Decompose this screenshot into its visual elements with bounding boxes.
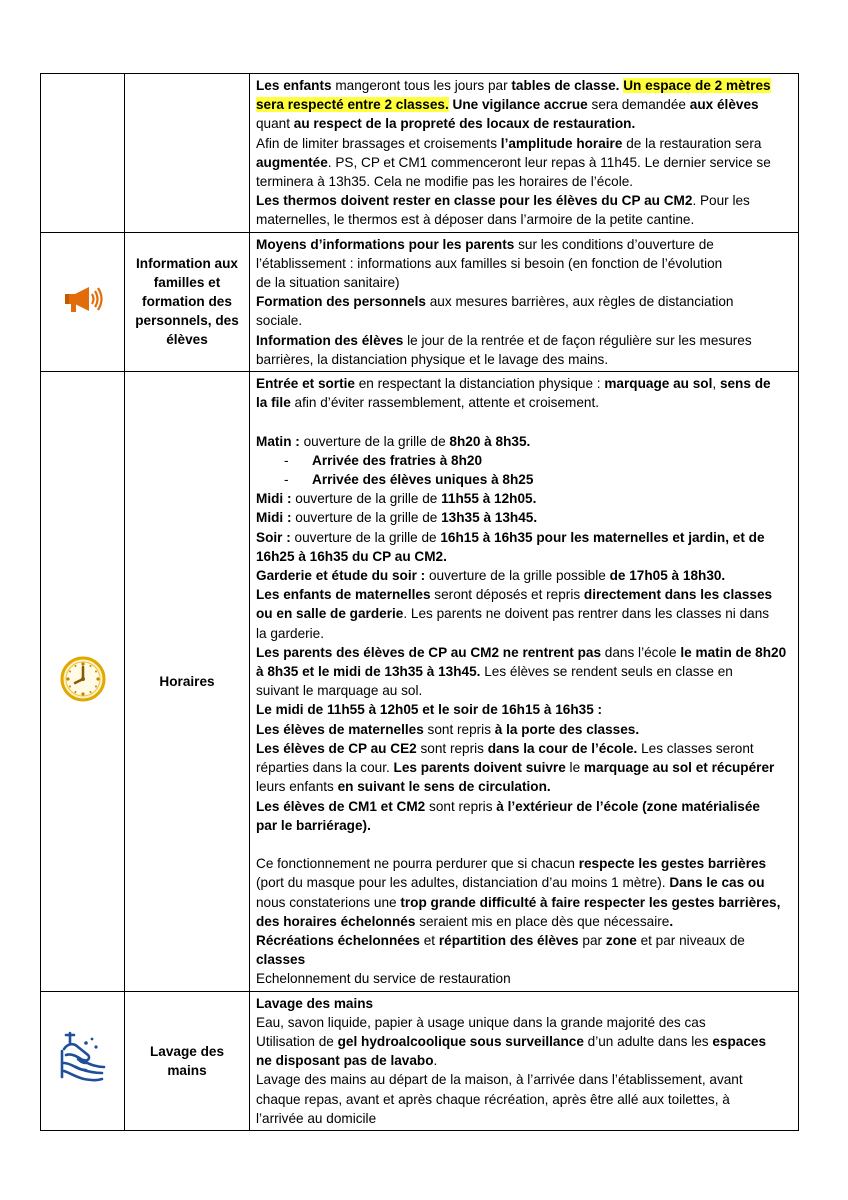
text-line: [256, 311, 794, 330]
text-segment: quant: [256, 116, 294, 132]
text-segment: nous constaterions une: [256, 894, 401, 910]
text-segment: 16h15 à 16h35 pour les maternelles et jardin, et de: [440, 529, 765, 545]
hand-washing-icon: [58, 1029, 108, 1087]
text-segment: seraient mis en place dès que nécessaire: [415, 913, 670, 929]
text-line: [256, 1013, 794, 1032]
megaphone-icon: [61, 282, 105, 316]
text-segment: le: [565, 760, 584, 776]
icon-cell: [41, 232, 125, 371]
text-segment: la garderie.: [256, 625, 325, 641]
text-line: [256, 777, 794, 796]
row-lavage: [41, 991, 799, 1130]
text-segment: espaces: [712, 1033, 767, 1049]
text-line: [256, 662, 794, 681]
text-segment: répartition des élèves: [438, 932, 579, 948]
text-line: [256, 191, 794, 210]
text-segment: Garderie et étude du soir :: [256, 568, 426, 584]
row-restauration: [41, 74, 799, 233]
text-line: [256, 508, 794, 527]
text-segment: Dans le cas ou: [669, 875, 765, 891]
text-line: [256, 912, 794, 931]
text-segment: des horaires échelonnés: [256, 913, 416, 929]
text-segment: et: [419, 932, 439, 948]
content-cell: [250, 74, 799, 233]
text-line: [256, 969, 794, 988]
text-segment: gel hydroalcoolique sous surveillance: [337, 1033, 584, 1049]
text-segment: aux élèves: [689, 97, 759, 113]
text-segment: directement dans les classes: [583, 587, 773, 603]
text-segment: Les élèves de CP au CE2: [256, 740, 417, 756]
text-segment: Midi :: [256, 510, 292, 526]
text-segment: Lavage des mains au départ de la maison, à l’arrivée dans l’établissement, avant: [256, 1072, 743, 1088]
text-line: [256, 412, 794, 431]
text-line: [256, 1109, 794, 1128]
text-segment: la file: [256, 395, 291, 411]
content-text: [250, 372, 798, 990]
text-line: [256, 292, 794, 311]
text-segment: suivant le marquage au sol.: [256, 683, 423, 699]
text-segment: Le midi de 11h55 à 12h05 et le soir de 16h15 à 16h35 :: [256, 702, 603, 718]
text-segment: .: [433, 1053, 438, 1069]
text-segment: de la situation sanitaire): [256, 275, 400, 291]
content-cell: [250, 232, 799, 371]
text-line: [256, 254, 794, 273]
text-line: [256, 172, 794, 191]
text-segment: Les thermos doivent rester en classe pour les élèves du CP au CM2: [256, 193, 693, 209]
text-segment: Utilisation de: [256, 1033, 338, 1049]
text-segment: Information des élèves: [256, 332, 404, 348]
text-segment: sur les conditions d’ouverture de: [514, 236, 714, 252]
text-line: [256, 114, 794, 133]
text-segment: d’un adulte dans les: [583, 1033, 713, 1049]
text-segment: terminera à 13h35. Cela ne modifie pas les horaires de l’école.: [256, 174, 634, 190]
text-segment: Midi :: [256, 491, 292, 507]
clock-icon: [59, 655, 107, 703]
text-segment: ,: [712, 376, 720, 392]
text-segment: Les parents des élèves de CP au CM2 ne rentrent pas: [256, 644, 602, 660]
content-cell: [250, 372, 799, 991]
text-line: [256, 700, 794, 719]
text-segment: Afin de limiter brassages et croisements: [256, 135, 501, 151]
text-segment: dans la cour de l’école.: [487, 740, 638, 756]
text-segment: au respect de la propreté des locaux de restauration.: [293, 116, 636, 132]
text-segment: sens de: [719, 376, 771, 392]
text-segment: Arrivée des élèves uniques à 8h25: [312, 472, 534, 488]
text-segment: mangeront tous les jours par: [331, 78, 512, 93]
text-segment: sont repris: [423, 721, 495, 737]
text-line: [256, 624, 794, 643]
text-segment: ouverture de la grille de: [291, 510, 442, 526]
text-segment: Echelonnement du service de restauration: [256, 971, 511, 987]
text-segment: Eau, savon liquide, papier à usage unique dans la grande majorité des cas: [256, 1014, 706, 1030]
text-line: [256, 950, 794, 969]
text-line: [256, 153, 794, 172]
icon-cell: [41, 991, 125, 1130]
text-segment: ouverture de la grille de: [299, 433, 450, 449]
content-text: [250, 74, 798, 232]
text-segment: marquage au sol et récupérer: [583, 760, 775, 776]
text-segment: ouverture de la grille possible: [425, 568, 610, 584]
text-segment: maternelles, le thermos est à déposer dans l’armoire de la petite cantine.: [256, 212, 695, 228]
text-line: [256, 95, 794, 114]
text-line: [256, 393, 794, 412]
text-segment: 11h55 à 12h05.: [441, 491, 537, 507]
text-segment: Les élèves de CM1 et CM2: [256, 798, 426, 814]
text-segment: par: [578, 932, 606, 948]
text-line: [256, 835, 794, 854]
text-line: [256, 931, 794, 950]
text-segment: Soir :: [256, 529, 291, 545]
text-segment: Les enfants de maternelles: [256, 587, 431, 603]
text-line: [256, 854, 794, 873]
text-segment: .: [669, 913, 674, 929]
text-segment: Les parents doivent suivre: [393, 760, 566, 776]
text-segment: Arrivée des fratries à 8h20: [312, 452, 483, 468]
list-dash: -: [284, 472, 289, 488]
text-segment: ouverture de la grille de: [291, 491, 442, 507]
text-segment: à la porte des classes.: [494, 721, 640, 737]
text-segment: . Pour les: [692, 193, 750, 209]
text-line: [256, 816, 794, 835]
category-label: Horaires: [125, 372, 250, 991]
text-segment: Moyens d’informations pour les parents: [256, 236, 515, 252]
protocol-table: [40, 73, 799, 1131]
text-segment: chaque repas, avant et après chaque récréation, après être allé aux toilettes, à: [256, 1091, 730, 1107]
text-line: [256, 134, 794, 153]
text-line: [256, 273, 794, 292]
text-segment: trop grande difficulté à faire respecter les gestes barrières,: [400, 894, 781, 910]
text-segment: à 8h35 et le midi de 13h35 à 13h45.: [256, 664, 481, 680]
text-line: [256, 1070, 794, 1089]
text-segment: Les classes seront: [637, 740, 754, 756]
text-segment: 8h20 à 8h35.: [449, 433, 531, 449]
text-line: [256, 432, 794, 451]
text-segment: dans l’école: [601, 644, 681, 660]
text-line: [256, 994, 794, 1013]
text-segment: sont repris: [425, 798, 497, 814]
text-segment: Lavage des mains: [256, 995, 374, 1011]
text-line: [256, 470, 794, 489]
list-dash: -: [284, 452, 289, 468]
text-segment: classes: [256, 952, 306, 968]
text-line: [256, 739, 794, 758]
text-segment: aux mesures barrières, aux règles de distanciation: [425, 294, 734, 310]
text-segment: Les enfants: [256, 78, 332, 93]
row-information: [41, 232, 799, 371]
text-line: [256, 451, 794, 470]
text-line: [256, 585, 794, 604]
text-line: [256, 604, 794, 623]
text-line: [256, 235, 794, 254]
text-segment: 13h35 à 13h45.: [441, 510, 538, 526]
icon-cell: [41, 74, 125, 233]
text-segment: barrières, la distanciation physique et le lavage des mains.: [256, 351, 609, 367]
text-line: [256, 758, 794, 777]
text-segment: Ce fonctionnement ne pourra perdurer que si chacun: [256, 856, 579, 872]
text-segment: par le barriérage).: [256, 817, 371, 833]
text-segment: l’arrivée au domicile: [256, 1110, 377, 1126]
text-segment: (port du masque pour les adultes, distanciation d’au moins 1 mètre).: [256, 875, 670, 891]
text-segment: . Les parents ne doivent pas rentrer dans les classes ni dans: [403, 606, 770, 622]
text-segment: . PS, CP et CM1 commenceront leur repas à 11h45. Le dernier service se: [327, 154, 771, 170]
text-segment: afin d’éviter rassemblement, attente et croisement.: [290, 395, 600, 411]
text-line: [256, 1051, 794, 1070]
text-line: [256, 720, 794, 739]
text-segment: Un espace de 2 mètres: [623, 78, 771, 93]
text-line: [256, 1032, 794, 1051]
text-segment: réparties dans la cour.: [256, 760, 394, 776]
text-segment: ouverture de la grille de: [290, 529, 441, 545]
text-segment: Les élèves se rendent seuls en classe en: [480, 664, 733, 680]
text-segment: 16h25 à 16h35 du CP au CM2.: [256, 548, 447, 564]
content-text: [250, 233, 798, 371]
text-segment: le matin de 8h20: [680, 644, 787, 660]
text-segment: Les élèves de maternelles: [256, 721, 424, 737]
text-segment: sociale.: [256, 313, 303, 329]
text-segment: augmentée: [256, 154, 328, 170]
text-segment: l’établissement : informations aux familles si besoin (en fonction de l’évolution: [256, 255, 723, 271]
text-segment: respecte les gestes barrières: [578, 856, 767, 872]
text-segment: sera respecté entre 2 classes.: [256, 97, 449, 113]
text-line: [256, 893, 794, 912]
text-line: [256, 210, 794, 229]
text-line: [256, 350, 794, 369]
text-segment: Entrée et sortie: [256, 376, 355, 392]
text-segment: en suivant le sens de circulation.: [337, 779, 551, 795]
text-line: [256, 566, 794, 585]
text-line: [256, 547, 794, 566]
text-line: [256, 528, 794, 547]
text-segment: Récréations échelonnées: [256, 932, 420, 948]
text-segment: Une vigilance accrue: [452, 97, 588, 113]
text-line: [256, 643, 794, 662]
text-line: [256, 681, 794, 700]
text-segment: sera demandée: [587, 97, 690, 113]
text-line: [256, 873, 794, 892]
text-segment: seront déposés et repris: [430, 587, 584, 603]
content-text: [250, 992, 798, 1130]
content-cell: [250, 991, 799, 1130]
text-segment: et par niveaux de: [636, 932, 745, 948]
text-line: [256, 374, 794, 393]
text-segment: l’amplitude horaire: [500, 135, 623, 151]
text-segment: de 17h05 à 18h30.: [609, 568, 726, 584]
text-segment: le jour de la rentrée et de façon régulière sur les mesures: [403, 332, 752, 348]
text-segment: marquage au sol: [604, 376, 713, 392]
category-label: Lavage des mains: [125, 991, 250, 1130]
text-line: [256, 1090, 794, 1109]
text-segment: zone: [605, 932, 637, 948]
text-segment: tables de classe.: [511, 78, 620, 93]
text-segment: en respectant la distanciation physique :: [354, 376, 605, 392]
text-line: [256, 331, 794, 350]
text-line: [256, 489, 794, 508]
text-segment: ne disposant pas de lavabo: [256, 1053, 434, 1069]
row-horaires: [41, 372, 799, 991]
text-segment: de la restauration sera: [622, 135, 762, 151]
category-label: Information aux familles et formation des personnels, des élèves: [125, 232, 250, 371]
category-cell: [125, 74, 250, 233]
text-line: [256, 76, 794, 95]
text-segment: à l’extérieur de l’école (zone matérialisée: [496, 798, 760, 814]
text-line: [256, 797, 794, 816]
icon-cell: [41, 372, 125, 991]
text-segment: leurs enfants: [256, 779, 338, 795]
text-segment: Formation des personnels: [256, 294, 426, 310]
text-segment: ou en salle de garderie: [256, 606, 404, 622]
text-segment: sont repris: [416, 740, 488, 756]
text-segment: Matin :: [256, 433, 300, 449]
